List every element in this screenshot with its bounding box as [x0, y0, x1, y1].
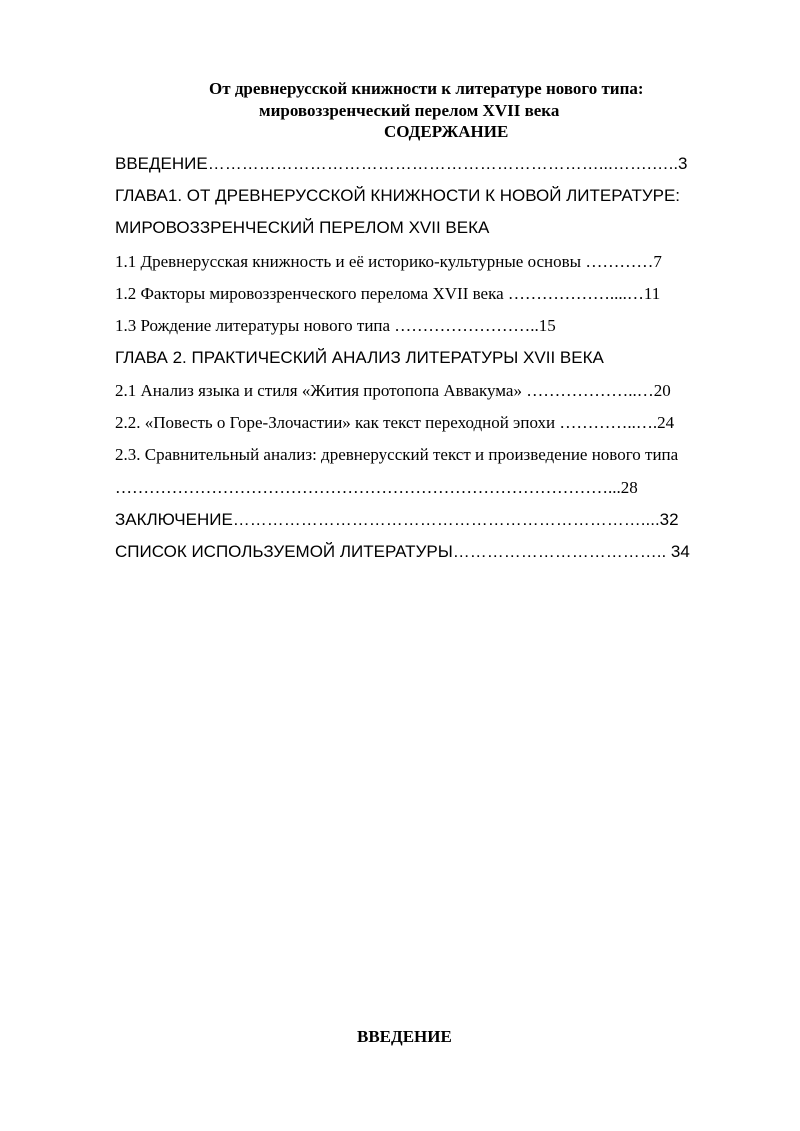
- document-title-line-1: От древнерусской книжности к литературе нового типа:: [209, 79, 644, 98]
- document-title-line-2: мировоззренческий перелом XVII века: [259, 101, 560, 120]
- toc-entry-2-3-cont: ……………………………………………………………………………...28: [115, 478, 638, 497]
- toc-entry-chapter-2: ГЛАВА 2. ПРАКТИЧЕСКИЙ АНАЛИЗ ЛИТЕРАТУРЫ XVII ВЕКА: [115, 348, 604, 367]
- toc-entry-conclusion: ЗАКЛЮЧЕНИЕ………………………………………………………………....32: [115, 510, 679, 529]
- toc-entry-2-3: 2.3. Сравнительный анализ: древнерусский текст и произведение нового типа: [115, 445, 679, 464]
- toc-entry-references: СПИСОК ИСПОЛЬЗУЕМОЙ ЛИТЕРАТУРЫ……………………………….. 34: [115, 542, 690, 561]
- toc-entry-2-1: 2.1 Анализ языка и стиля «Жития протопопа Аввакума» ………………..…20: [115, 381, 671, 400]
- toc-entry-1-2: 1.2 Факторы мировоззренческого перелома XVII века ………………....…11: [115, 284, 661, 303]
- toc-entry-chapter-1: ГЛАВА1. ОТ ДРЕВНЕРУССКОЙ КНИЖНОСТИ К НОВОЙ ЛИТЕРАТУРЕ:: [115, 186, 681, 205]
- toc-entry-introduction: ВВЕДЕНИЕ……………………………………………………………...…….…..3: [115, 154, 688, 173]
- toc-entry-2-2: 2.2. «Повесть о Горе-Злочастии» как текст переходной эпохи …………..….24: [115, 413, 675, 432]
- toc-entry-1-3: 1.3 Рождение литературы нового типа ……………………..15: [115, 316, 556, 335]
- toc-entry-chapter-1-cont: МИРОВОЗЗРЕНЧЕСКИЙ ПЕРЕЛОМ XVII ВЕКА: [115, 218, 490, 237]
- toc-entry-1-1: 1.1 Древнерусская книжность и её историко-культурные основы …………7: [115, 252, 662, 271]
- introduction-heading: ВВЕДЕНИЕ: [357, 1027, 452, 1046]
- contents-heading: СОДЕРЖАНИЕ: [384, 122, 509, 141]
